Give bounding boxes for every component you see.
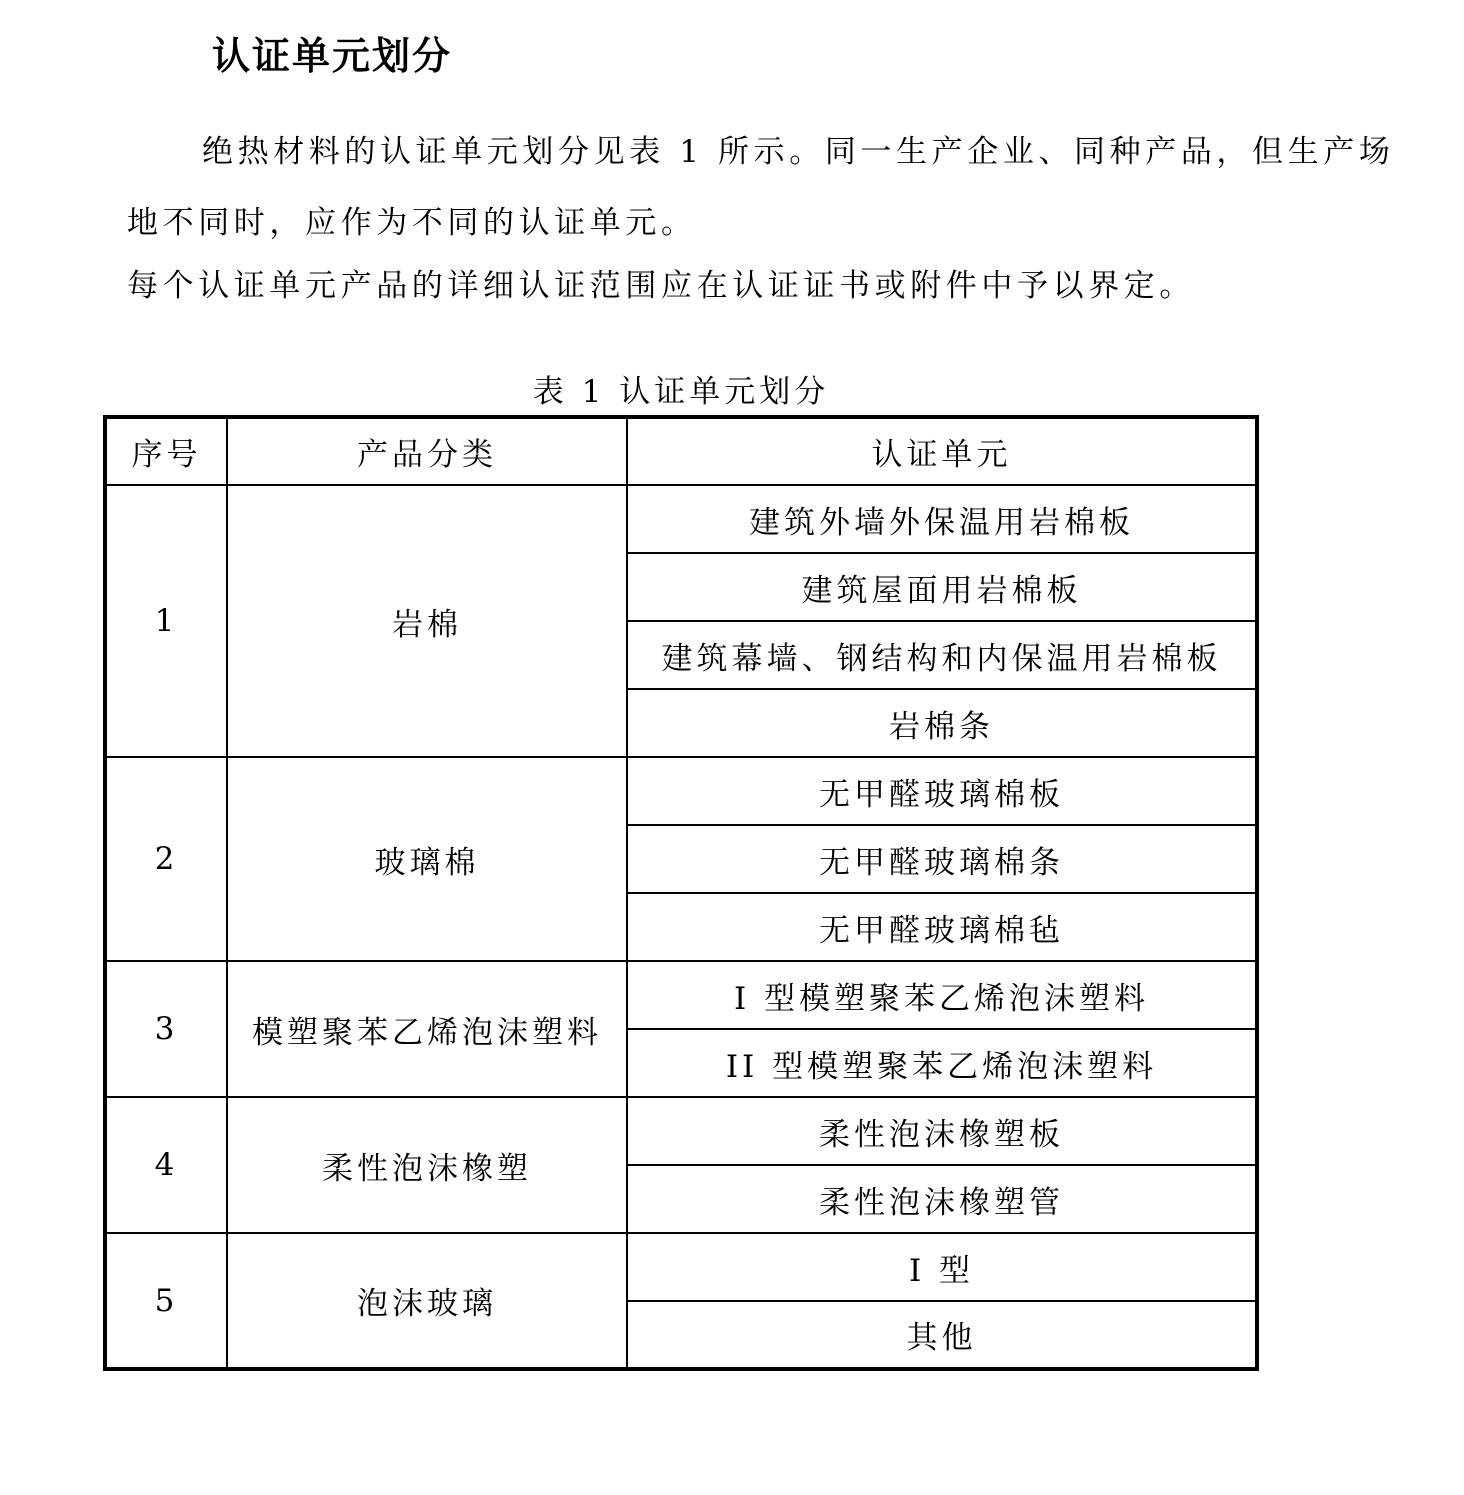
table-row [105,757,1257,825]
table-row [105,961,1257,1029]
row-index: 3 [105,961,227,1097]
row-index: 4 [105,1097,227,1233]
header-index: 序号 [105,417,227,485]
row-index: 1 [105,485,227,757]
paragraph-1-line-1: 绝热材料的认证单元划分见表 1 所示。同一生产企业、同种产品，但生产场 [202,134,1395,170]
row-unit: I 型 [627,1233,1257,1301]
row-unit: I 型模塑聚苯乙烯泡沫塑料 [627,961,1257,1029]
row-unit: 其他 [627,1301,1257,1369]
row-unit: 岩棉条 [627,689,1257,757]
table-caption: 表 1 认证单元划分 [532,374,830,410]
header-unit: 认证单元 [627,417,1257,485]
section-heading: 认证单元划分 [212,33,453,78]
row-index: 2 [105,757,227,961]
row-unit: 柔性泡沫橡塑管 [627,1165,1257,1233]
row-unit: 建筑外墙外保温用岩棉板 [627,485,1257,553]
header-category: 产品分类 [227,417,627,485]
row-category: 模塑聚苯乙烯泡沫塑料 [227,961,627,1097]
table-row [105,1097,1257,1165]
paragraph-2: 每个认证单元产品的详细认证范围应在认证证书或附件中予以界定。 [127,268,1195,304]
certification-unit-table [103,415,1259,1371]
row-category: 柔性泡沫橡塑 [227,1097,627,1233]
paragraph-1-line-2: 地不同时，应作为不同的认证单元。 [127,205,697,241]
row-unit: 建筑幕墙、钢结构和内保温用岩棉板 [627,621,1257,689]
row-unit: 建筑屋面用岩棉板 [627,553,1257,621]
row-unit: 无甲醛玻璃棉毡 [627,893,1257,961]
row-unit: 柔性泡沫橡塑板 [627,1097,1257,1165]
table-row [105,1233,1257,1301]
row-unit: 无甲醛玻璃棉条 [627,825,1257,893]
row-category: 泡沫玻璃 [227,1233,627,1369]
row-category: 玻璃棉 [227,757,627,961]
row-category: 岩棉 [227,485,627,757]
row-index: 5 [105,1233,227,1369]
row-unit: II 型模塑聚苯乙烯泡沫塑料 [627,1029,1257,1097]
row-unit: 无甲醛玻璃棉板 [627,757,1257,825]
table-row [105,485,1257,553]
table-header-row [105,417,1257,485]
